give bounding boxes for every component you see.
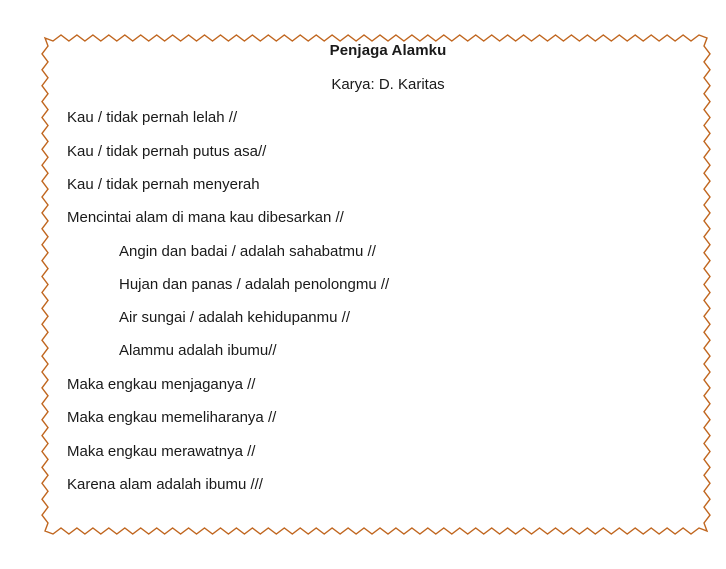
poem-line: Maka engkau menjaganya // (67, 376, 256, 393)
poem-line: Maka engkau merawatnya // (67, 443, 256, 460)
poem-line: Hujan dan panas / adalah penolongmu // (119, 276, 390, 293)
poem-line: Karena alam adalah ibumu /// (67, 476, 263, 493)
poem-line: Kau / tidak pernah menyerah (67, 176, 260, 193)
poem-line: Alammu adalah ibumu// (119, 342, 277, 359)
poem-line: Air sungai / adalah kehidupanmu // (119, 309, 350, 326)
poem-title: Penjaga Alamku (329, 42, 447, 59)
poem-line: Kau / tidak pernah lelah // (67, 109, 238, 126)
poem-line: Maka engkau memeliharanya // (67, 409, 277, 426)
poem-line: Kau / tidak pernah putus asa// (67, 143, 267, 160)
poem-line: Angin dan badai / adalah sahabatmu // (119, 243, 376, 260)
poem-author: Karya: D. Karitas (331, 76, 445, 93)
poem-line: Mencintai alam di mana kau dibesarkan // (67, 209, 344, 226)
